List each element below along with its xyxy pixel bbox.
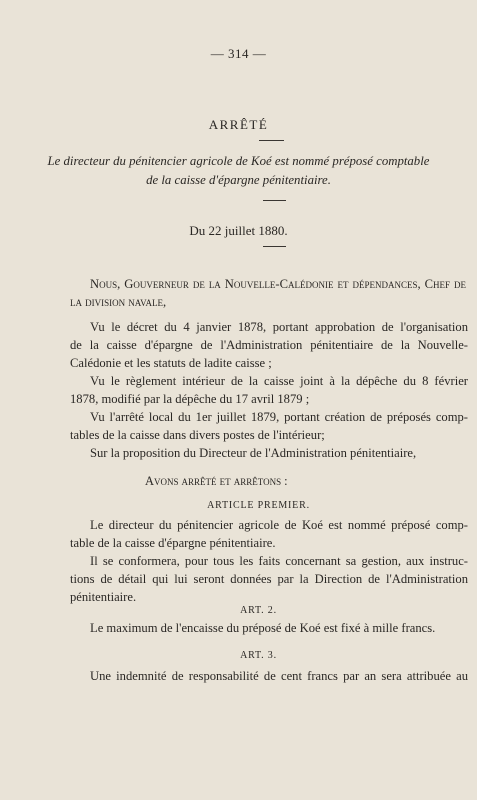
article-3-heading: ART. 3. [240,650,277,661]
article-1-line-4: tions de détail qui lui seront données par la Direction de l'Administration [70,572,468,586]
date-rule [263,246,286,247]
considerant-line-6: Vu l'arrêté local du 1er juillet 1879, portant création de préposés comp- [90,410,468,424]
preamble-line-1: Nous, Gouverneur de la Nouvelle-Calédonie et dépendances, Chef de [90,277,466,291]
considerant-line-7: tables de la caisse dans divers postes de l'intérieur; [70,428,325,442]
subtitle-line-1: Le directeur du pénitencier agricole de Koé est nommé préposé comptable [47,154,430,168]
article-1-line-5: pénitentiaire. [70,590,137,604]
article-1-line-2: table de la caisse d'épargne pénitentiaire. [70,536,276,550]
article-1-line-1: Le directeur du pénitencier agricole de Koé est nommé préposé comp- [90,518,468,532]
subtitle-rule [263,200,286,201]
article-2-text: Le maximum de l'encaisse du préposé de Koé est fixé à mille francs. [90,621,436,635]
considerant-line-2: de la caisse d'épargne de l'Administration pénitentiaire de la Nouvelle- [70,338,468,352]
title-rule [259,140,284,141]
article-1-heading: ARTICLE PREMIER. [207,500,310,511]
avons-arrete: Avons arrêté et arrêtons : [145,474,288,488]
considerant-line-4: Vu le règlement intérieur de la caisse joint à la dépêche du 8 février [90,374,468,388]
considerant-line-1: Vu le décret du 4 janvier 1878, portant approbation de l'organisation [90,320,468,334]
considerant-line-5: 1878, modifié par la dépêche du 17 avril 1879 ; [70,392,310,406]
page-title: ARRÊTÉ [208,117,269,132]
considerant-line-8: Sur la proposition du Directeur de l'Administration pénitentiaire, [90,446,417,460]
article-3-text: Une indemnité de responsabilité de cent francs par an sera attribuée au [90,669,468,683]
page-number: — 314 — [210,46,267,61]
article-1-line-3: Il se conformera, pour tous les faits concernant sa gestion, aux instruc- [90,554,468,568]
preamble-line-2: la division navale, [70,295,167,309]
date-line: Du 22 juillet 1880. [189,223,288,238]
article-2-heading: ART. 2. [240,605,277,616]
considerant-line-3: Calédonie et les statuts de ladite caisse ; [70,356,272,370]
subtitle-line-2: de la caisse d'épargne pénitentiaire. [146,173,331,187]
